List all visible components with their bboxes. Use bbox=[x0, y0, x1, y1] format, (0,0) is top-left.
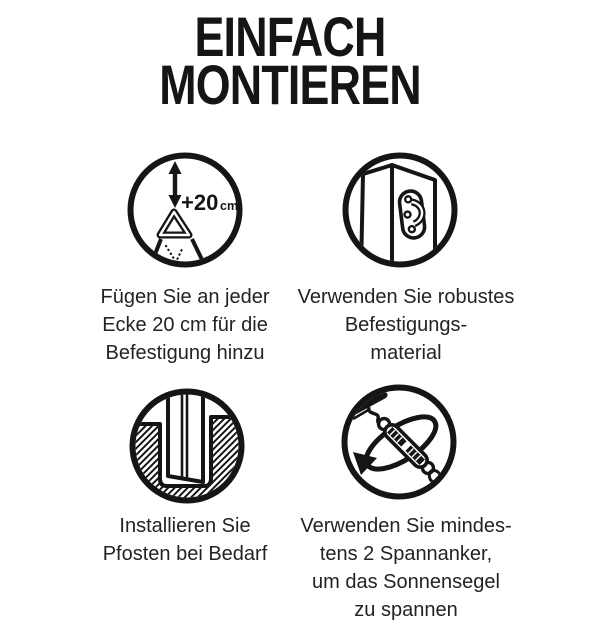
turnbuckle-tension-icon bbox=[339, 382, 459, 502]
caption-line: Verwenden Sie mindes- bbox=[300, 515, 512, 537]
caption-line: Befestigungs- bbox=[344, 314, 468, 336]
double-arrow-icon bbox=[169, 161, 182, 208]
caption-line: Pfosten bei Bedarf bbox=[102, 543, 268, 565]
wall-mounting-bracket-icon bbox=[340, 150, 460, 270]
caption-line: zu spannen bbox=[354, 599, 458, 621]
measurement-label: +20 bbox=[181, 190, 219, 215]
caption-line: Verwenden Sie robustes bbox=[297, 286, 515, 308]
caption-line: material bbox=[370, 342, 442, 364]
measurement-unit: cm bbox=[220, 199, 239, 213]
caption-line: um das Sonnensegel bbox=[312, 571, 500, 593]
title-line-1: EINFACH bbox=[194, 5, 386, 68]
caption-line: tens 2 Spannanker, bbox=[319, 543, 493, 565]
caption-line: Ecke 20 cm für die bbox=[102, 314, 268, 336]
step-caption-2 bbox=[266, 283, 546, 367]
post-in-ground-icon bbox=[127, 386, 247, 506]
title-line-2: MONTIEREN bbox=[159, 53, 421, 116]
caption-line: Installieren Sie bbox=[119, 515, 251, 537]
caption-line: Fügen Sie an jeder bbox=[100, 286, 270, 308]
page-title bbox=[50, 5, 530, 116]
step-caption-4 bbox=[266, 512, 546, 624]
caption-line: Befestigung hinzu bbox=[105, 342, 265, 364]
corner-extension-measure-icon bbox=[125, 150, 245, 270]
